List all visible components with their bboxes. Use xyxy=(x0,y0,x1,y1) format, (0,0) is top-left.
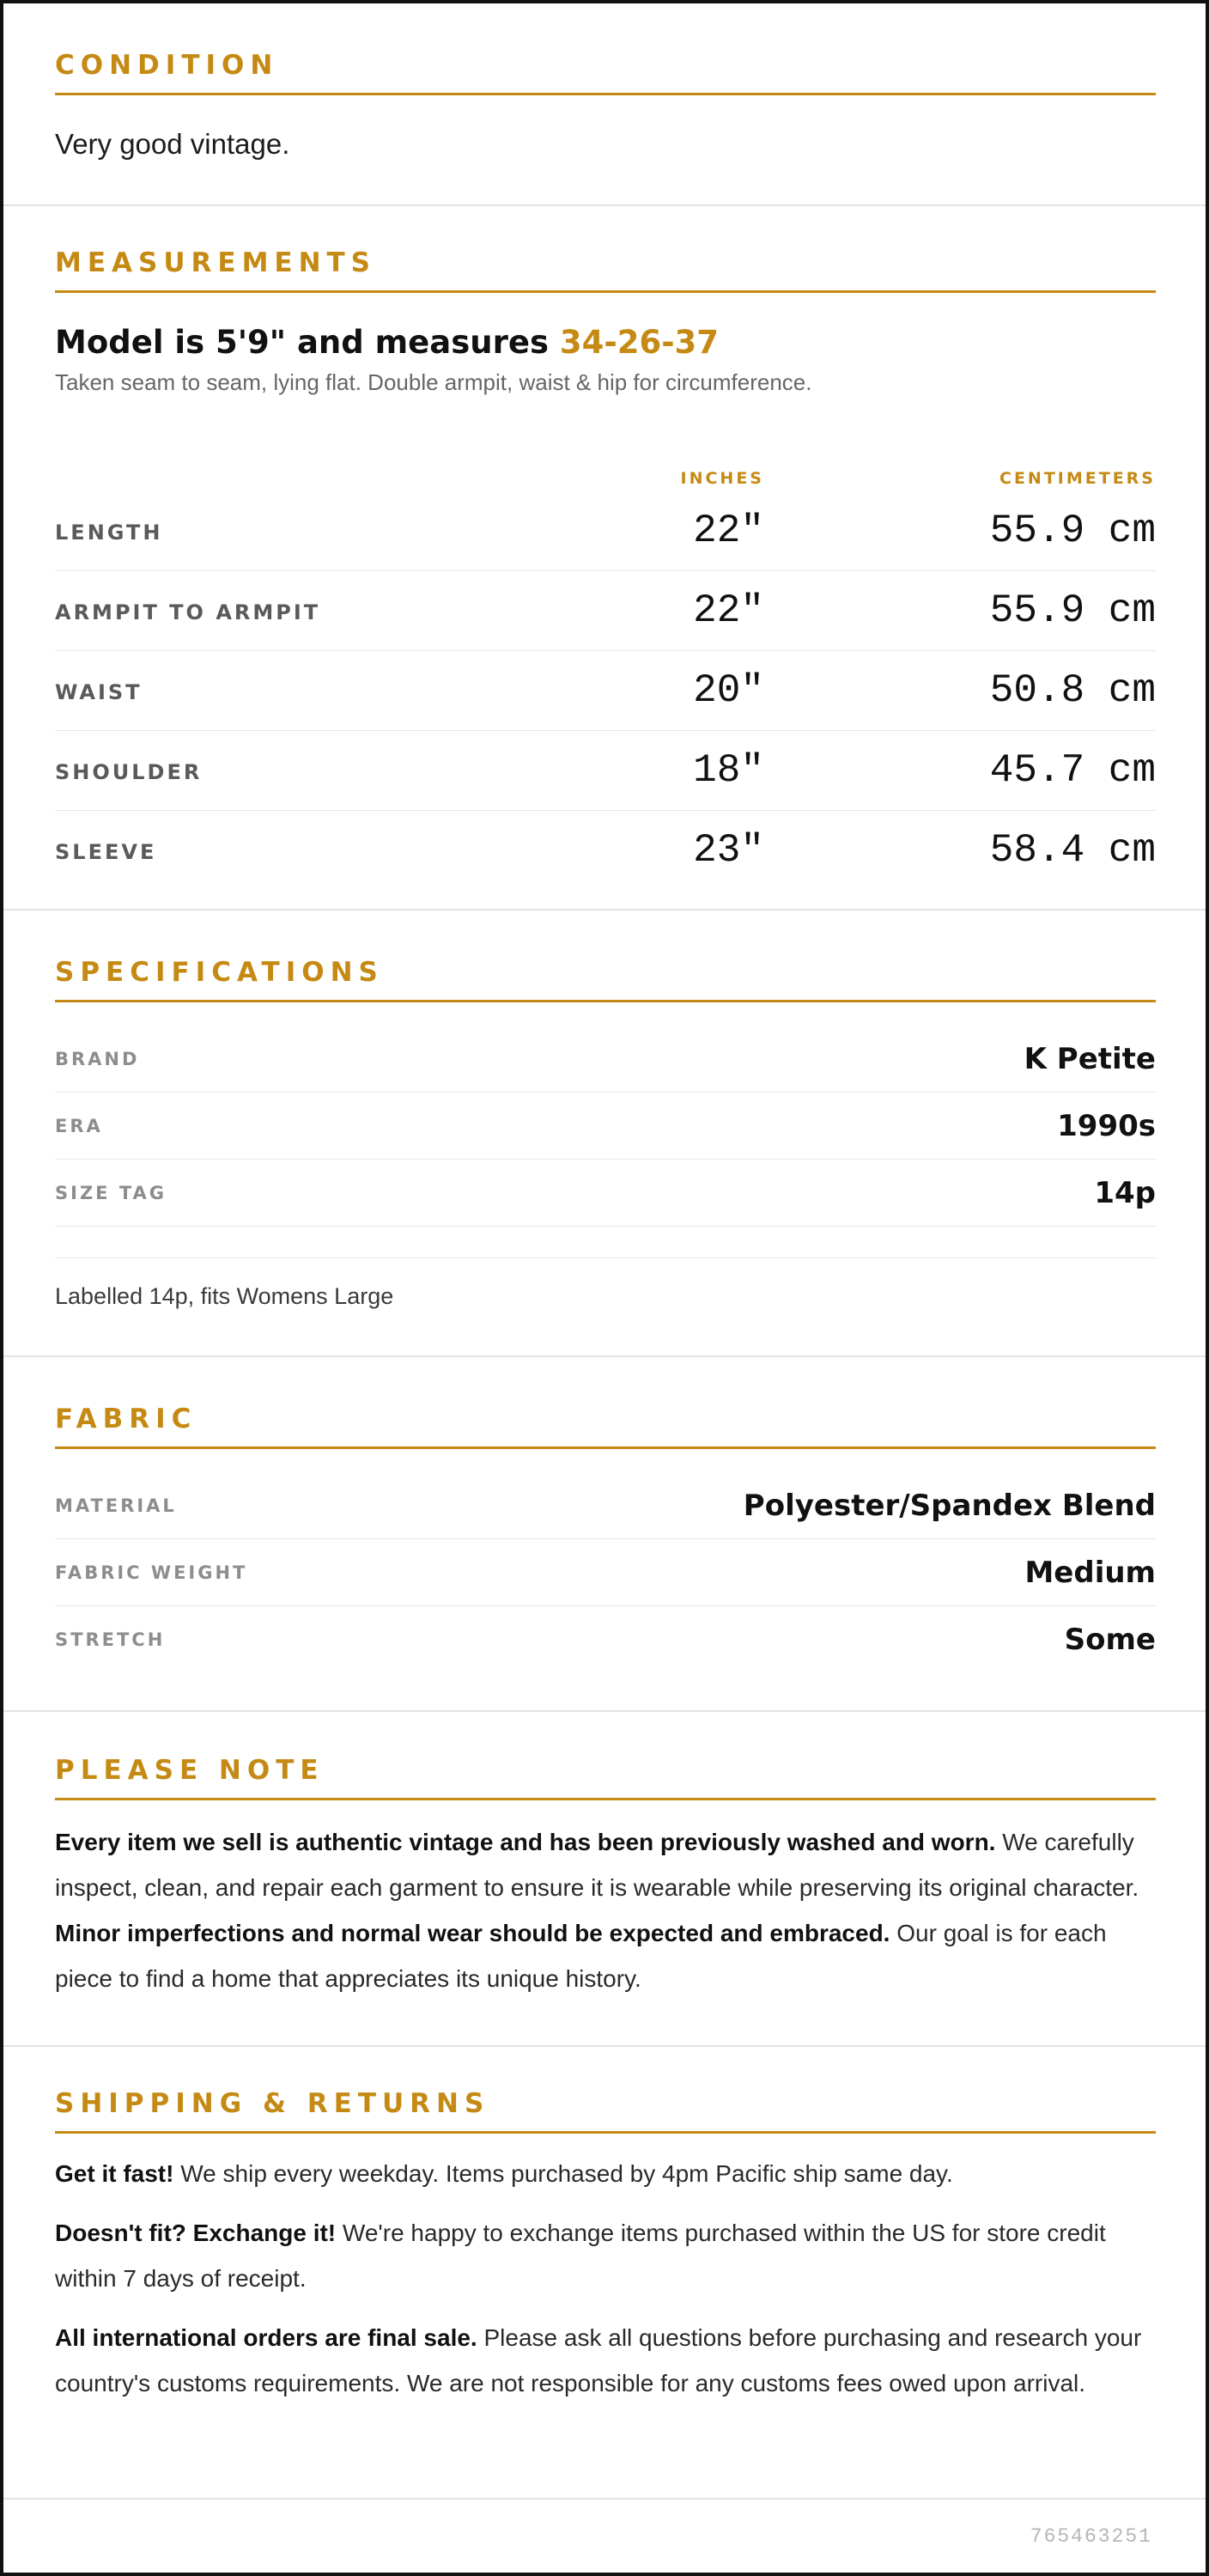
please-note-bold-2: Minor imperfections and normal wear should be expected and embraced. xyxy=(55,1920,890,1946)
measurements-rule xyxy=(55,290,1156,293)
spec-row-brand xyxy=(55,1026,1156,1093)
measurement-inches: 22" xyxy=(693,588,764,633)
please-note-bold-1: Every item we sell is authentic vintage and has been previously washed and worn. xyxy=(55,1829,996,1855)
measurement-inches: 18" xyxy=(693,748,764,793)
fabric-title: FABRIC xyxy=(55,1404,197,1434)
condition-rule xyxy=(55,93,1156,95)
measurement-row-waist xyxy=(55,651,1156,731)
shipping-paragraph-1 xyxy=(55,2151,1156,2196)
model-prefix: Model is 5'9" and measures xyxy=(55,324,560,361)
condition-section xyxy=(3,3,1206,206)
measurement-label: SLEEVE xyxy=(55,840,157,864)
fabric-row-stretch xyxy=(55,1606,1156,1673)
measurement-label: LENGTH xyxy=(55,521,163,545)
measurement-row-sleeve xyxy=(55,811,1156,891)
shipping-paragraph-2 xyxy=(55,2210,1156,2301)
condition-title: CONDITION xyxy=(55,50,279,81)
spec-value: 1990s xyxy=(1057,1108,1156,1143)
please-note-text-2: Our goal is for each piece to find a home that appreciates its unique history. xyxy=(55,1920,1107,1992)
fabric-row-material xyxy=(55,1472,1156,1539)
measurement-inches: 22" xyxy=(693,509,764,553)
specifications-rule xyxy=(55,1000,1156,1002)
measurement-label: WAIST xyxy=(55,680,143,704)
product-id: 765463251 xyxy=(1030,2525,1152,2548)
specifications-section xyxy=(3,910,1206,1357)
measurements-section xyxy=(3,206,1206,910)
measurement-row-length xyxy=(55,491,1156,571)
shipping-rule xyxy=(55,2131,1156,2134)
fabric-section xyxy=(3,1357,1206,1712)
please-note-paragraph xyxy=(55,1819,1156,2001)
condition-text: Very good vintage. xyxy=(55,128,290,160)
measurement-cm: 55.9 cm xyxy=(989,509,1156,553)
model-measures: 34-26-37 xyxy=(559,324,720,361)
spec-label: ERA xyxy=(55,1115,103,1136)
measurement-cm: 55.9 cm xyxy=(989,588,1156,633)
shipping-text-3: Please ask all questions before purchasing and research your country's customs requirements. We are not responsible for any customs fees owed upon arrival. xyxy=(55,2324,1142,2396)
shipping-bold-1: Get it fast! xyxy=(55,2160,174,2187)
please-note-section xyxy=(3,1712,1206,2047)
shipping-text-1: We ship every weekday. Items purchased by 4pm Pacific ship same day. xyxy=(173,2160,953,2187)
column-header-inches: INCHES xyxy=(680,469,764,488)
measurements-title: MEASUREMENTS xyxy=(55,247,377,278)
shipping-paragraph-3 xyxy=(55,2315,1156,2406)
shipping-bold-2: Doesn't fit? Exchange it! xyxy=(55,2220,337,2246)
measurement-label: SHOULDER xyxy=(55,760,203,784)
fabric-value: Some xyxy=(1064,1623,1156,1657)
measurement-cm: 45.7 cm xyxy=(989,748,1156,793)
please-note-rule xyxy=(55,1798,1156,1800)
measurements-table xyxy=(55,469,1156,898)
fabric-value: Medium xyxy=(1024,1555,1156,1590)
shipping-title: SHIPPING & RETURNS xyxy=(55,2088,490,2119)
fabric-value: Polyester/Spandex Blend xyxy=(743,1488,1156,1523)
measurement-row-armpit xyxy=(55,571,1156,651)
fabric-label: FABRIC WEIGHT xyxy=(55,1562,248,1583)
shipping-section xyxy=(3,2047,1206,2500)
fabric-rule xyxy=(55,1446,1156,1449)
fabric-row-weight xyxy=(55,1539,1156,1606)
measurement-row-shoulder xyxy=(55,731,1156,811)
shipping-text-2: We're happy to exchange items purchased within the US for store credit within 7 days of receipt. xyxy=(55,2220,1106,2292)
measurement-cm: 50.8 cm xyxy=(989,668,1156,713)
spec-label: SIZE TAG xyxy=(55,1182,167,1203)
spec-value: K Petite xyxy=(1024,1041,1156,1076)
spec-label: BRAND xyxy=(55,1048,140,1069)
measurement-inches: 23" xyxy=(693,828,764,873)
please-note-text-1: We carefully inspect, clean, and repair each garment to ensure it is wearable while preserving its original character. xyxy=(55,1829,1139,1901)
please-note-title: PLEASE NOTE xyxy=(55,1755,325,1786)
fabric-label: MATERIAL xyxy=(55,1495,177,1516)
footer xyxy=(3,2500,1206,2573)
measurement-label: ARMPIT TO ARMPIT xyxy=(55,600,321,624)
spec-value: 14p xyxy=(1094,1175,1156,1210)
fabric-label: STRETCH xyxy=(55,1629,166,1650)
measurement-cm: 58.4 cm xyxy=(989,828,1156,873)
measurement-inches: 20" xyxy=(693,668,764,713)
specifications-title: SPECIFICATIONS xyxy=(55,957,384,988)
spec-note: Labelled 14p, fits Womens Large xyxy=(55,1283,394,1309)
spec-row-size-tag xyxy=(55,1160,1156,1227)
spec-row-era xyxy=(55,1093,1156,1160)
column-header-centimeters: CENTIMETERS xyxy=(999,469,1156,488)
shipping-bold-3: All international orders are final sale. xyxy=(55,2324,477,2351)
model-info xyxy=(55,324,1156,361)
measurements-note: Taken seam to seam, lying flat. Double armpit, waist & hip for circumference. xyxy=(55,369,812,395)
